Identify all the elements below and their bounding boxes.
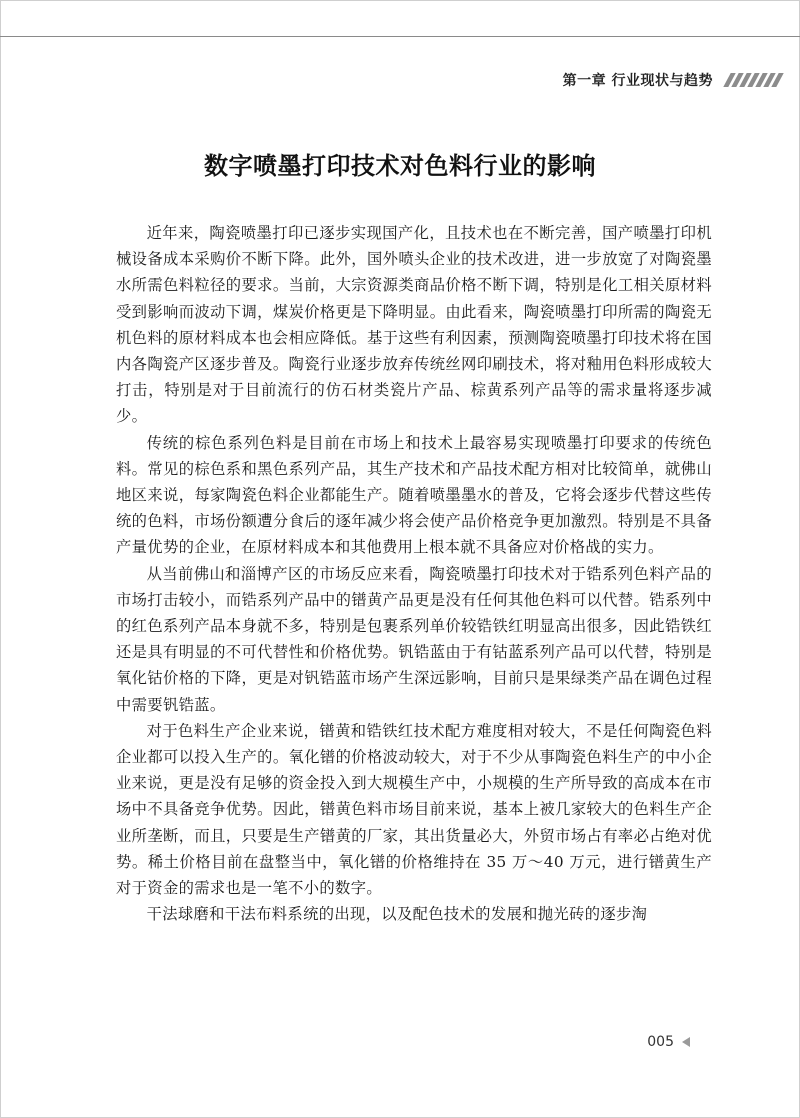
page-footer (647, 1034, 690, 1050)
paragraph-2: 传统的棕色系列色料是目前在市场上和技术上最容易实现喷墨打印要求的传统色料。常见的棕色系和黑色系列产品，其生产技术和产品技术配方相对比较简单，就佛山地区来说，每家陶瓷色料企业都能生产。随着喷墨墨水的普及，它将会逐步代替这些传统的色料，市场份额遭分食后的逐年减少将会使产品价格竞争更加激烈。特别是不具备产量优势的企业，在原材料成本和其他费用上根本就不具备应对价格战的实力。 (116, 433, 712, 557)
top-rule (0, 36, 800, 37)
paragraph-1: 近年来，陶瓷喷墨打印已逐步实现国产化，且技术也在不断完善，国产喷墨打印机械设备成本采购价不断下降。此外，国外喷头企业的技术改进，进一步放宽了对陶瓷墨水所需色料粒径的要求。当前，大宗资源类商品价格不断下调，特别是化工相关原材料受到影响而波动下调，煤炭价格更是下降明显。由此看来，陶瓷喷墨打印所需的陶瓷无机色料的原材料成本也会相应降低。基于这些有利因素，预测陶瓷喷墨打印技术将在国内各陶瓷产区逐步普及。陶瓷行业逐步放弃传统丝网印刷技术，将对釉用色料形成较大打击，特别是对于目前流行的仿石材类瓷片产品、棕黄系列产品等的需求量将逐步减少。 (116, 224, 712, 426)
triangle-left-icon (682, 1037, 690, 1047)
paragraph-5: 干法球磨和干法布料系统的出现，以及配色技术的发展和抛光砖的逐步淘 (146, 905, 648, 924)
page-number: 005 (647, 1034, 674, 1050)
chapter-title: 第一章 行业现状与趋势 (562, 73, 713, 89)
header-stripes-decoration (727, 73, 780, 87)
article-title: 数字喷墨打印技术对色料行业的影响 (204, 152, 596, 180)
article-body (116, 220, 712, 927)
paragraph-4: 对于色料生产企业来说，镨黄和锆铁红技术配方难度相对较大，不是任何陶瓷色料企业都可以投入生产的。氧化镨的价格波动较大，对于不少从事陶瓷色料生产的中小企业来说，更是没有足够的资金投入到大规模生产中，小规模的生产所导致的高成本在市场中不具备竞争优势。因此，镨黄色料市场目前来说，基本上被几家较大的色料生产企业所垄断，而且，只要是生产镨黄的厂家，其出货量必大，外贸市场占有率必占绝对优势。稀土价格目前在盘整当中，氧化镨的价格维持在 35 万～40 万元，进行镨黄生产对于资金的需求也是一笔不小的数字。 (116, 721, 712, 898)
running-header (563, 68, 780, 92)
paragraph-3: 从当前佛山和淄博产区的市场反应来看，陶瓷喷墨打印技术对于锆系列色料产品的市场打击较小，而锆系列产品中的镨黄产品更是没有任何其他色料可以代替。锆系列中的红色系列产品本身就不多，特别是包裹系列单价较锆铁红明显高出很多，因此锆铁红还是具有明显的不可代替性和价格优势。钒锆蓝由于有钴蓝系列产品可以代替，特别是氧化钴价格的下降，更是对钒锆蓝市场产生深远影响，目前只是果绿类产品在调色过程中需要钒锆蓝。 (116, 564, 712, 714)
